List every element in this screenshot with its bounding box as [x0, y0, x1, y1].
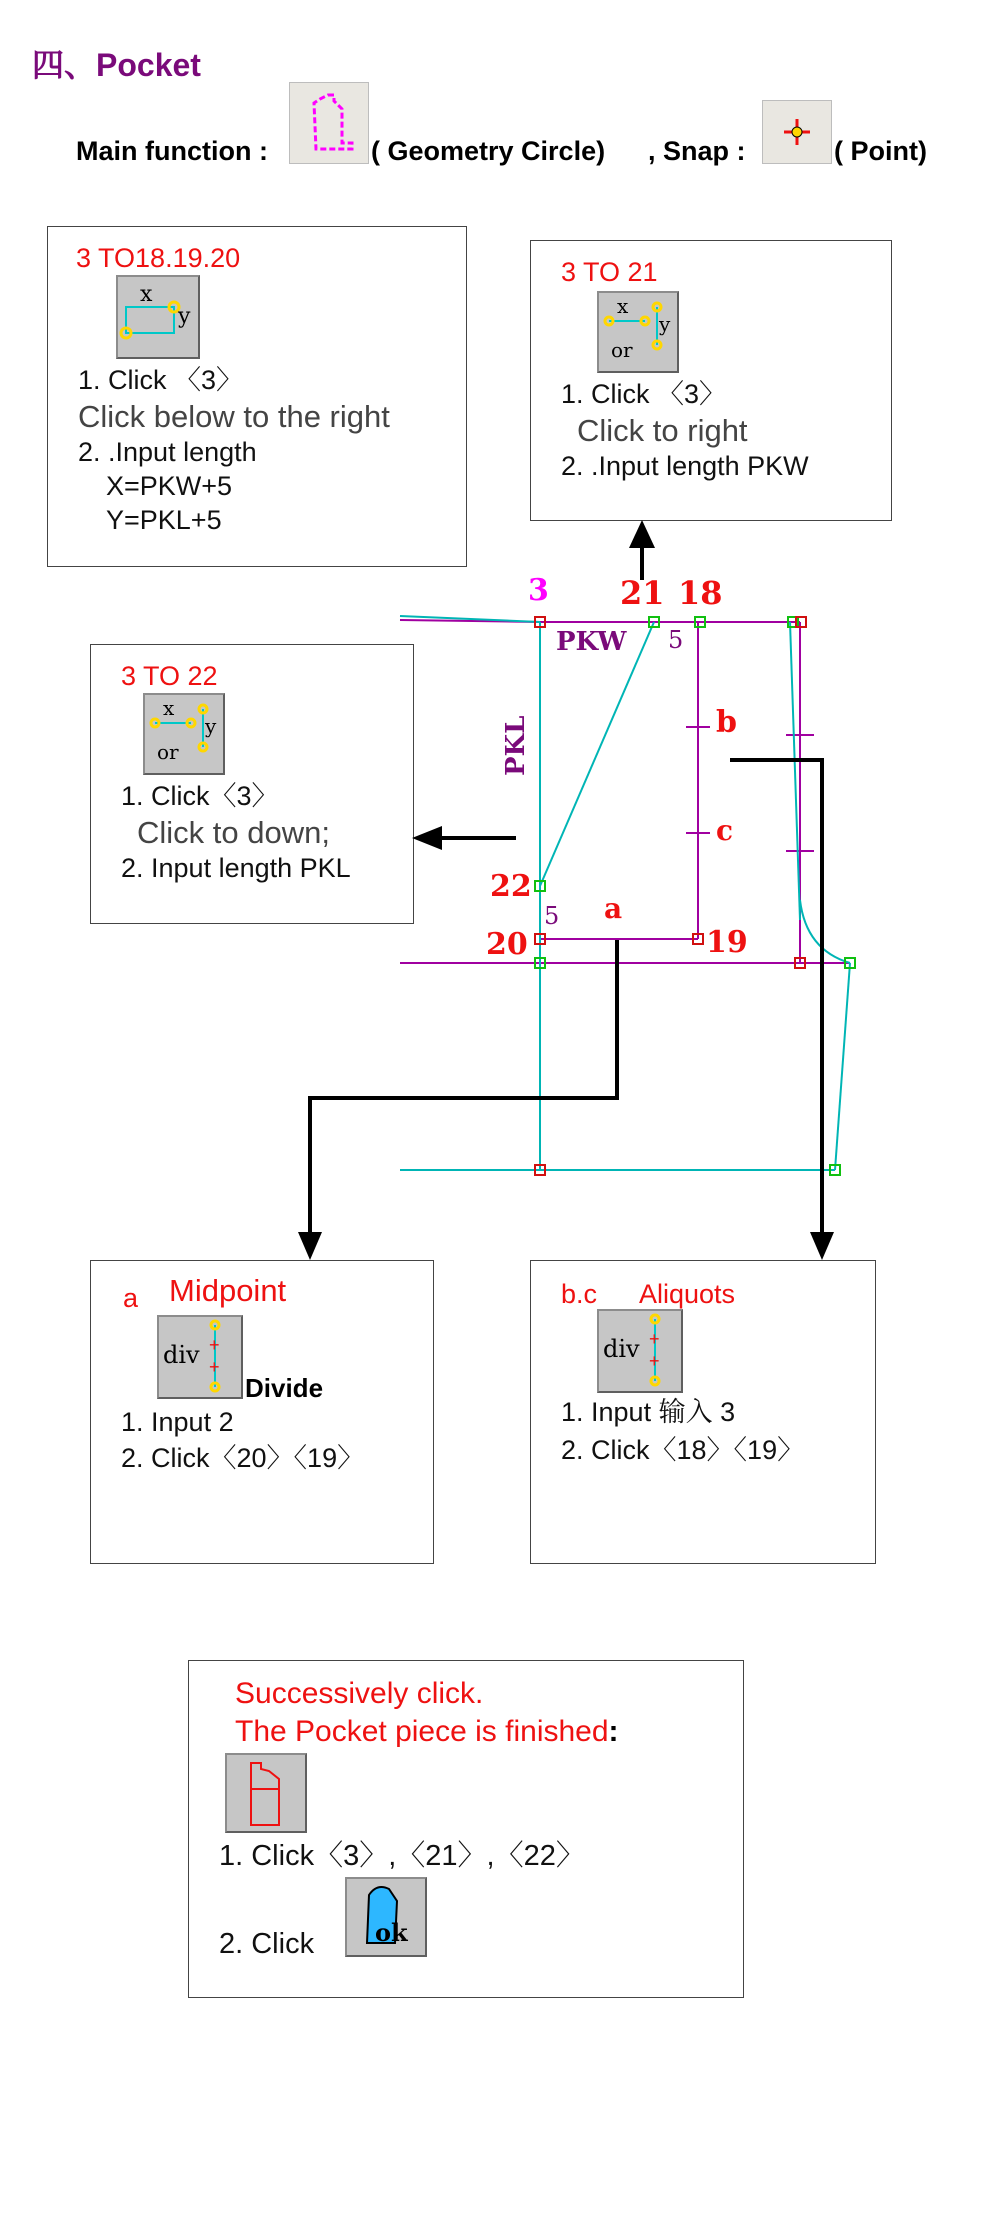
step-2: 2. Input length PKL [121, 853, 351, 883]
point-20-label: 20 [486, 927, 528, 962]
main-function-label: Main function : [76, 136, 268, 166]
arrow-down-icon [298, 1232, 322, 1260]
step-1: 1. Click〈3〉,〈21〉,〈22〉 [219, 1840, 585, 1872]
divide-caption: Divide [245, 1373, 324, 1403]
hint: Click to down; [137, 815, 330, 850]
step-2: 2. Click〈20〉〈19〉 [121, 1443, 365, 1473]
step-1: 1. Click〈3〉 [121, 781, 279, 811]
step-1: 1. Input 输入 3 [561, 1397, 736, 1427]
svg-text:y: y [205, 714, 217, 738]
ok-button-icon [345, 1877, 427, 1957]
point-letters: b.c [561, 1279, 598, 1309]
point-19-label: 19 [706, 925, 748, 960]
divide-icon [597, 1309, 683, 1393]
svg-text:or: or [611, 338, 633, 362]
step-1: 1. Click 〈3〉 [561, 379, 727, 409]
y-formula: Y=PKL+5 [106, 505, 222, 535]
svg-text:ok: ok [375, 1918, 408, 1947]
arrow-down-icon [810, 1232, 834, 1260]
box-title: 3 TO 22 [121, 661, 218, 691]
svg-text:+: + [649, 1351, 660, 1371]
step-1: 1. Click 〈3〉 [78, 365, 244, 395]
svg-text:or: or [157, 740, 179, 764]
finish-line-2: The Pocket piece is finished: [235, 1715, 619, 1748]
step-2: 2. .Input length PKW [561, 451, 809, 481]
box-title: 3 TO18.19.20 [76, 243, 241, 273]
snap-label: , Snap : [648, 136, 746, 166]
piece-icon [225, 1753, 307, 1833]
step-box-midpoint [90, 1260, 434, 1564]
x-formula: X=PKW+5 [106, 471, 233, 501]
pkl-label: PKL [501, 715, 531, 776]
step-2: 2. .Input length [78, 437, 257, 467]
point-18-label: 18 [678, 574, 723, 612]
point-b-label: b [716, 705, 737, 740]
point-22-label: 22 [490, 869, 532, 904]
svg-text:+: + [649, 1329, 660, 1349]
step-2: 2. Click〈18〉〈19〉 [561, 1435, 805, 1465]
svg-text:x: x [617, 294, 629, 318]
svg-text:x: x [163, 696, 175, 720]
step-1: 1. Input 2 [121, 1407, 234, 1437]
point-letter: a [123, 1283, 139, 1313]
svg-text:div: div [163, 1341, 200, 1369]
svg-text:+: + [209, 1357, 220, 1377]
page-title: 四、Pocket [32, 47, 201, 83]
point-21-label: 21 [620, 574, 665, 612]
svg-text:y: y [178, 304, 191, 329]
box-title: 3 TO 21 [561, 257, 658, 287]
hint: Click below to the right [78, 399, 390, 434]
step-2: 2. Click [219, 1928, 315, 1960]
finish-line-1: Successively click. [235, 1677, 484, 1710]
point-3-label: 3 [528, 573, 549, 608]
arrow-up-icon [629, 520, 655, 548]
five-left-label: 5 [544, 902, 560, 930]
svg-text:x: x [140, 282, 153, 307]
svg-text:div: div [603, 1335, 640, 1363]
hint: Click to right [577, 413, 748, 448]
arrow-left-icon [412, 826, 442, 850]
point-a-label: a [604, 892, 623, 925]
five-top-label: 5 [668, 626, 684, 654]
step-box-aliquots [530, 1260, 876, 1564]
step-box-finish [188, 1660, 744, 1998]
svg-text:+: + [209, 1335, 220, 1355]
main-function-name: ( Geometry Circle) [371, 136, 606, 166]
point-c-label: c [716, 814, 734, 847]
divide-icon [157, 1315, 243, 1399]
pkw-label: PKW [556, 627, 627, 657]
snap-name: ( Point) [834, 136, 927, 166]
box-title: Aliquots [639, 1279, 736, 1309]
svg-text:y: y [659, 312, 671, 336]
box-title: Midpoint [169, 1273, 287, 1308]
